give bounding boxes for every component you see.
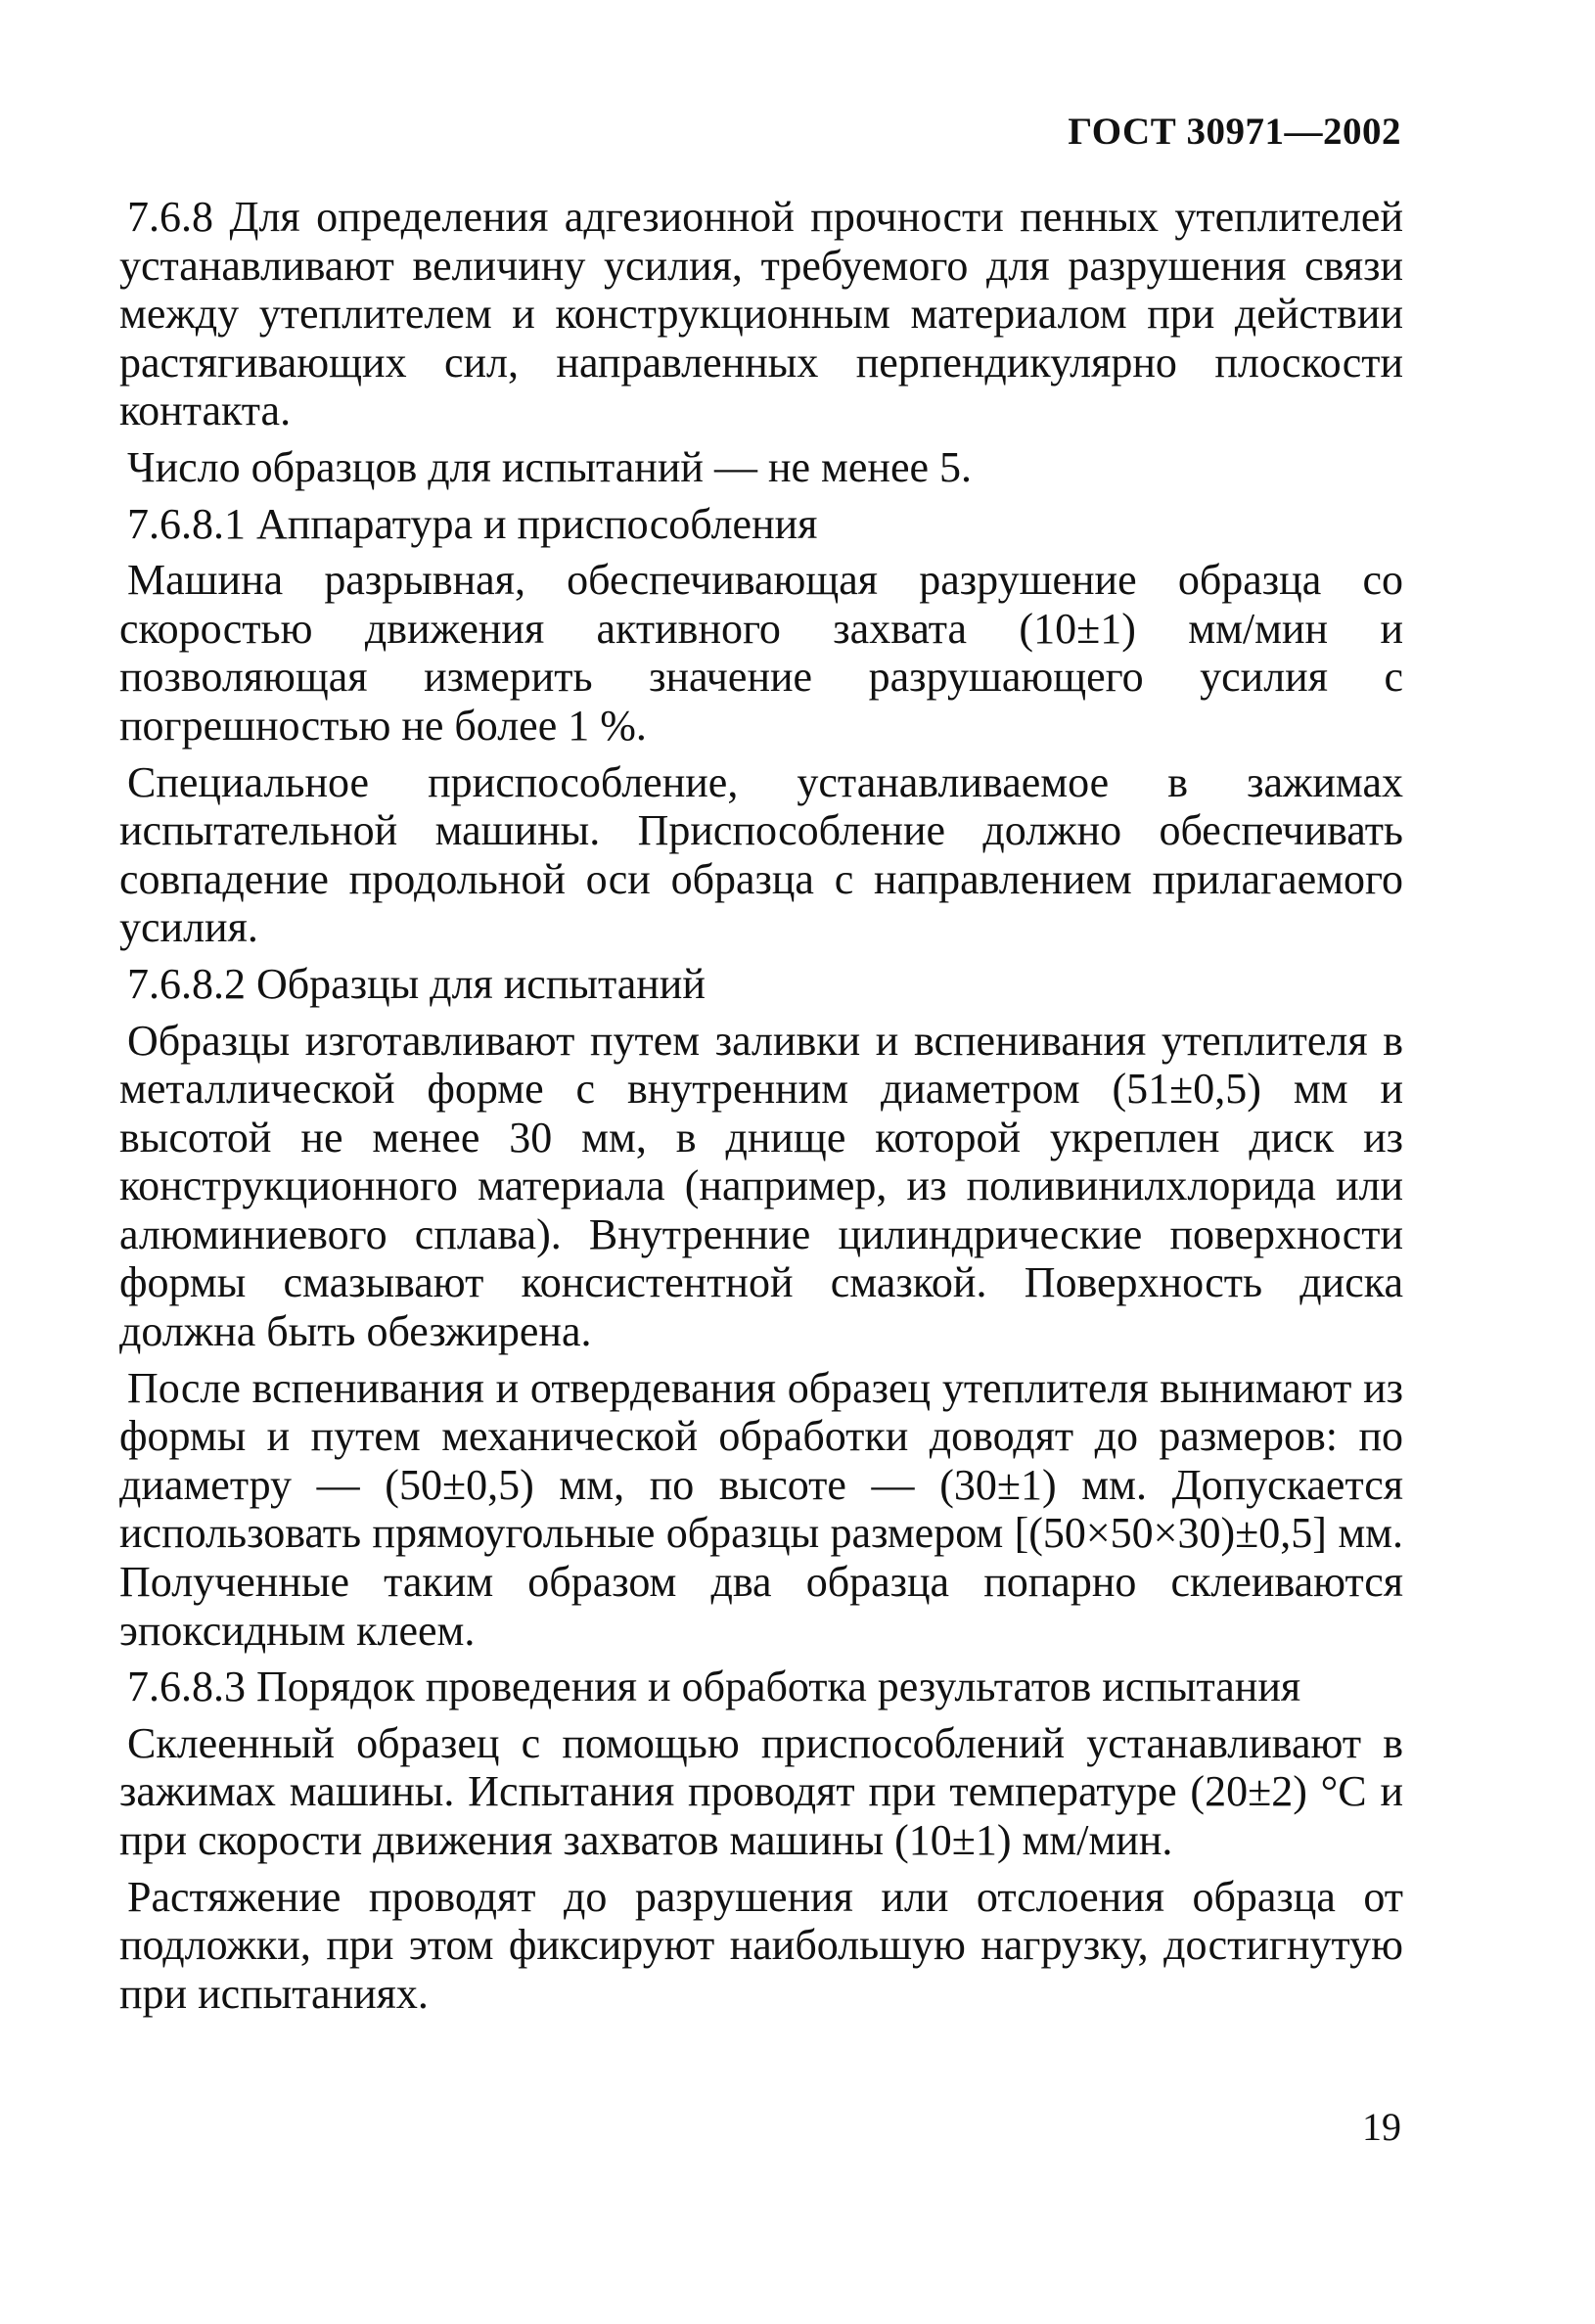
paragraph-sample-count: Число образцов для испытаний — не менее 5. bbox=[127, 442, 973, 491]
page-number: 19 bbox=[1362, 2105, 1401, 2149]
paragraph-tensile-machine: Машина разрывная, обеспечивающая разрушение образца со скоростью движения активного захвата (10±1) мм/мин и позволяющая измерить значение разрушающего усилия с погрешностью не более 1 %. bbox=[119, 556, 1403, 750]
paragraph-7-6-8: 7.6.8 Для определения адгезионной прочности пенных утеплителей устанавливают величину усилия, требуемого для разрушения связи между утеплителем и конструкционным материалом при действии растягивающих сил, направленных перпендикулярно плоскости контакта. bbox=[119, 193, 1403, 435]
section-heading-7-6-8-1: 7.6.8.1 Аппаратура и приспособления bbox=[127, 499, 818, 548]
paragraph-test-setup: Склеенный образец с помощью приспособлений устанавливают в зажимах машины. Испытания проводят при температуре (20±2) °С и при скорости движения захватов машины (10±1) мм/мин. bbox=[119, 1718, 1403, 1864]
document-body bbox=[119, 193, 1403, 2026]
paragraph-sample-machining: После вспенивания и отвердевания образец утеплителя вынимают из формы и путем механической обработки доводят до размеров: по диаметру — (50±0,5) мм, по высоте — (30±1) мм. Допускается использовать прямоугольные образцы размером [(50×50×30)±0,5] мм. Полученные таким образом два образца попарно склеиваются эпоксидным клеем. bbox=[119, 1363, 1403, 1655]
paragraph-test-result: Растяжение проводят до разрушения или отслоения образца от подложки, при этом фиксируют наибольшую нагрузку, достигнутую при испытаниях. bbox=[119, 1872, 1403, 2018]
paragraph-sample-preparation: Образцы изготавливают путем заливки и вспенивания утеплителя в металлической форме с внутренним диаметром (51±0,5) мм и высотой не менее 30 мм, в днище которой укреплен диск из конструкционного материала (например, из поливинилхлорида или алюминиевого сплава). Внутренние цилиндрические поверхности формы смазывают консистентной смазкой. Поверхность диска должна быть обезжирена. bbox=[119, 1016, 1403, 1356]
section-heading-7-6-8-3: 7.6.8.3 Порядок проведения и обработка результатов испытания bbox=[127, 1663, 1301, 1711]
section-heading-7-6-8-2: 7.6.8.2 Образцы для испытаний bbox=[127, 959, 706, 1008]
paragraph-special-fixture: Специальное приспособление, устанавливаемое в зажимах испытательной машины. Приспособление должно обеспечивать совпадение продольной оси образца с направлением прилагаемого усилия. bbox=[119, 757, 1403, 952]
document-code: ГОСТ 30971—2002 bbox=[1068, 111, 1401, 153]
